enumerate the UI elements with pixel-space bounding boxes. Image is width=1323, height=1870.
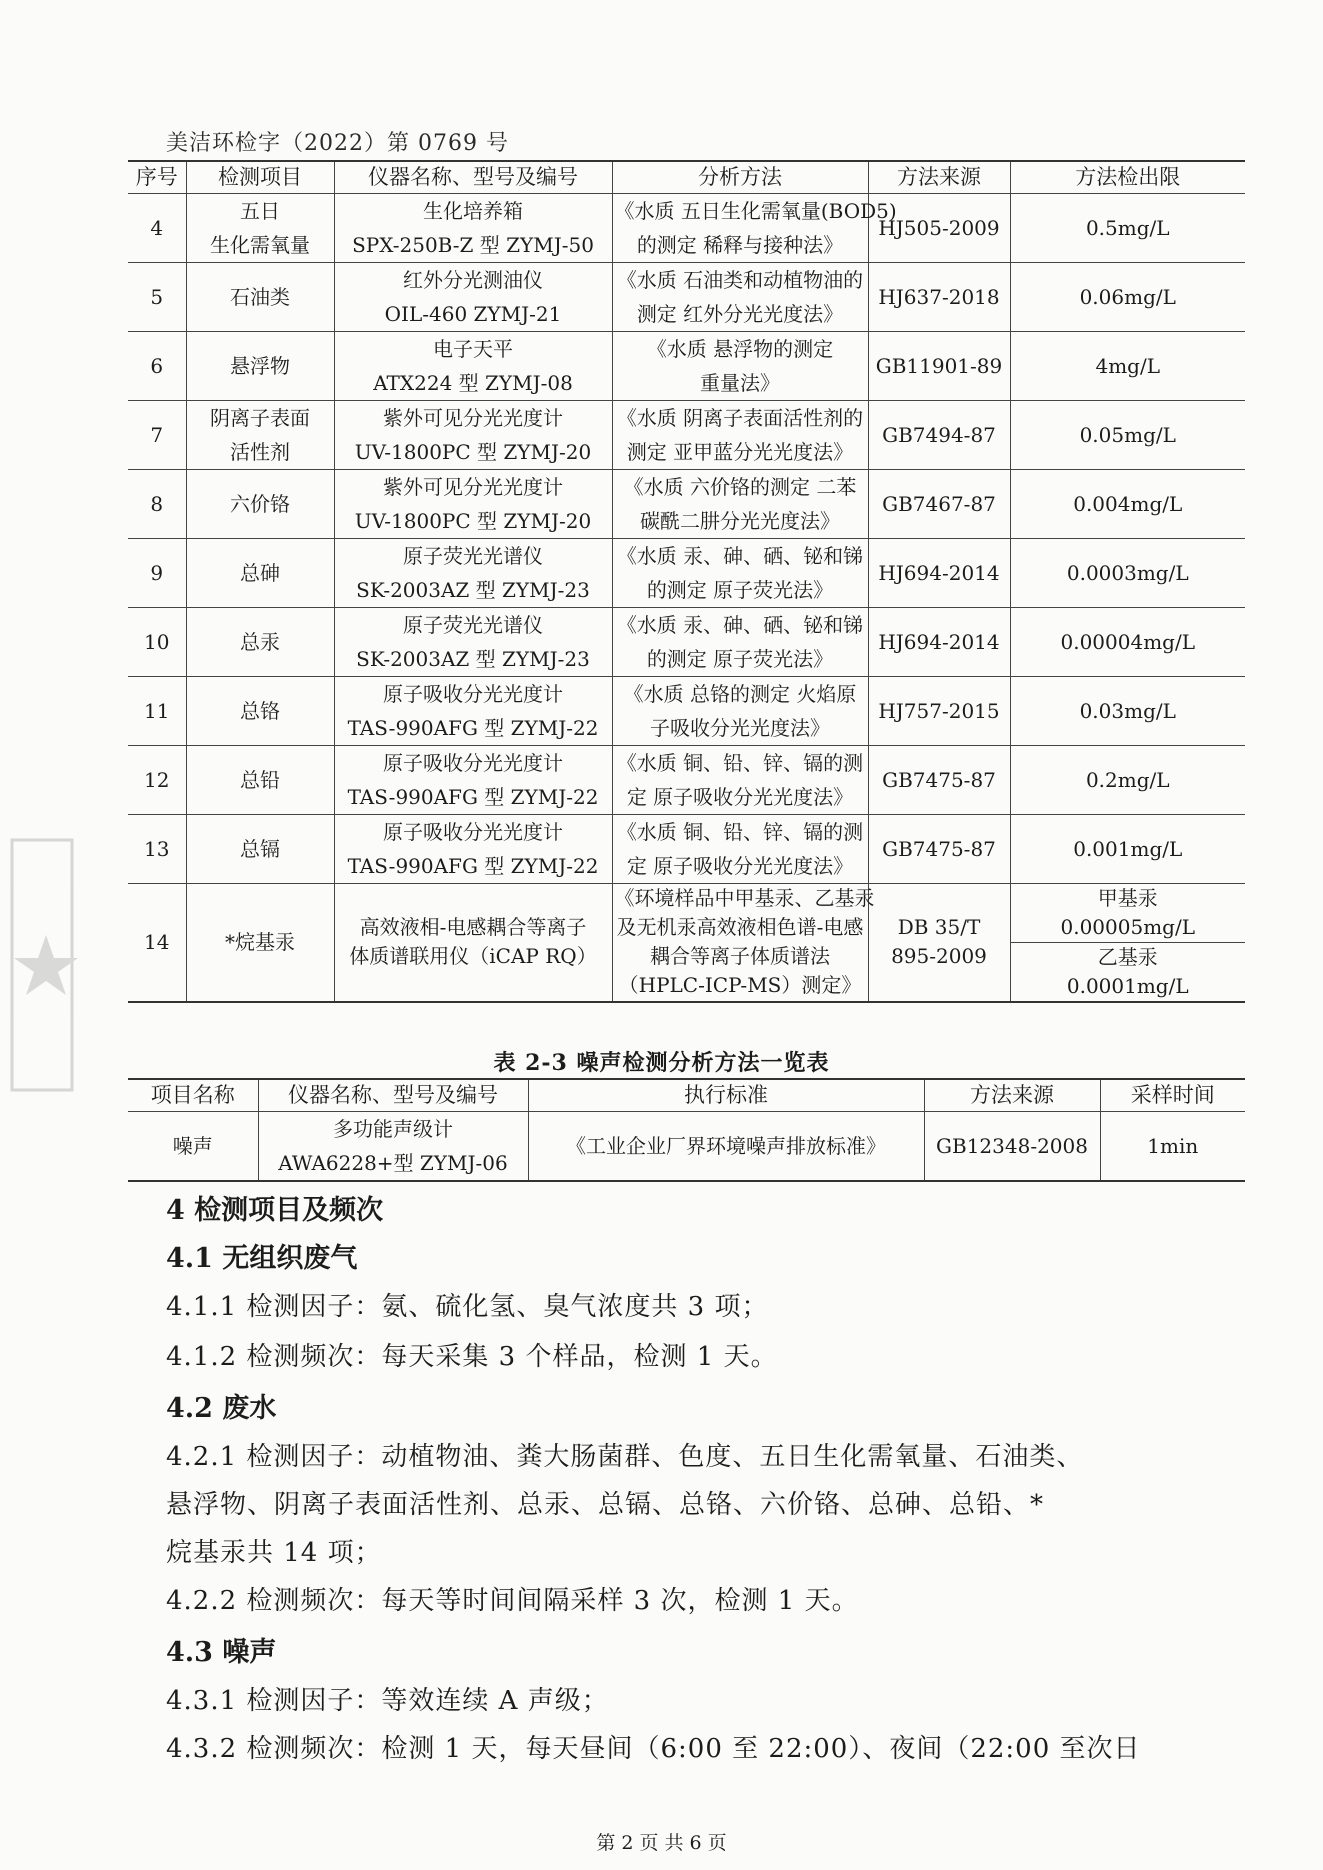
table-row xyxy=(128,400,1245,469)
table-row xyxy=(128,193,1245,262)
analysis-method-line: 定 原子吸收分光光度法》 xyxy=(626,853,854,878)
analysis-method-line: 《水质 总铬的测定 火焰原 xyxy=(623,681,857,706)
analysis-method xyxy=(612,193,897,262)
noise-header-row xyxy=(128,1079,1245,1111)
row-number: 8 xyxy=(128,469,186,538)
table-row xyxy=(128,883,1245,942)
instrument xyxy=(334,883,612,1002)
test-item-line: 五日 xyxy=(240,198,280,223)
method-source: HJ694-2014 xyxy=(868,607,1010,676)
detection-limit: 0.0003mg/L xyxy=(1010,538,1245,607)
instrument xyxy=(334,193,612,262)
instrument xyxy=(334,745,612,814)
test-item: *烷基汞 xyxy=(186,883,334,1002)
detection-limit: 0.5mg/L xyxy=(1010,193,1245,262)
method-source xyxy=(868,883,1010,1002)
instrument xyxy=(334,607,612,676)
detection-limit: 4mg/L xyxy=(1010,331,1245,400)
analysis-method-line: 耦合等离子体质谱法 xyxy=(650,944,830,968)
header-source: 方法来源 xyxy=(868,161,1010,193)
analysis-method-line: 《水质 六价铬的测定 二苯 xyxy=(623,474,857,499)
test-item xyxy=(186,607,334,676)
row-number: 9 xyxy=(128,538,186,607)
noise-source: GB12348-2008 xyxy=(924,1111,1100,1181)
instrument-line: SK-2003AZ 型 ZYMJ-23 xyxy=(356,646,590,671)
noise-table-caption: 表 2-3 噪声检测分析方法一览表 xyxy=(493,1050,830,1076)
header-instrument: 仪器名称、型号及编号 xyxy=(334,161,612,193)
analysis-method-line: 碳酰二肼分光光度法》 xyxy=(640,508,840,533)
table-row xyxy=(128,607,1245,676)
instrument xyxy=(334,538,612,607)
instrument-line: 高效液相-电感耦合等离子 xyxy=(359,915,587,939)
analysis-method-line: 及无机汞高效液相色谱-电感 xyxy=(616,915,864,939)
header-method: 分析方法 xyxy=(612,161,868,193)
detection-limit-methyl-line: 0.00005mg/L xyxy=(1060,914,1195,939)
noise-item: 噪声 xyxy=(128,1111,258,1181)
instrument-line: 紫外可见分光光度计 xyxy=(383,405,563,430)
table-row xyxy=(128,469,1245,538)
test-item xyxy=(186,676,334,745)
instrument xyxy=(334,331,612,400)
analysis-method-line: 重量法》 xyxy=(700,370,780,395)
section-4-1-1: 4.1.1 检测因子：氨、硫化氢、臭气浓度共 3 项； xyxy=(166,1292,769,1322)
detection-limit-methyl-line: 甲基汞 xyxy=(1097,885,1158,910)
analysis-method xyxy=(612,814,868,883)
instrument-line: TAS-990AFG 型 ZYMJ-22 xyxy=(347,784,599,809)
row-number: 6 xyxy=(128,331,186,400)
instrument-line: TAS-990AFG 型 ZYMJ-22 xyxy=(347,715,599,740)
analysis-method xyxy=(612,607,868,676)
detection-limit: 0.004mg/L xyxy=(1010,469,1245,538)
section-4-3-heading: 4.3 噪声 xyxy=(166,1637,277,1668)
analysis-method-line: 《环境样品中甲基汞、乙基汞 xyxy=(614,886,875,910)
page-footer: 第 2 页 共 6 页 xyxy=(596,1832,727,1854)
method-source-line: 895-2009 xyxy=(891,944,987,968)
test-item xyxy=(186,331,334,400)
method-source: HJ505-2009 xyxy=(868,193,1010,262)
instrument-line: 生化培养箱 xyxy=(423,198,523,223)
instrument xyxy=(334,262,612,331)
method-source: GB7475-87 xyxy=(868,745,1010,814)
analysis-method-line: 《水质 汞、砷、硒、铋和锑 xyxy=(616,612,864,637)
test-item-line: 悬浮物 xyxy=(230,353,290,378)
instrument-line: UV-1800PC 型 ZYMJ-20 xyxy=(354,439,592,464)
row-number: 14 xyxy=(128,883,186,1002)
test-item-line: 总汞 xyxy=(240,629,280,654)
table-row xyxy=(128,676,1245,745)
method-source: HJ637-2018 xyxy=(868,262,1010,331)
analysis-method-line: 《水质 铜、铅、锌、镉的测 xyxy=(616,750,864,775)
section-4-1-heading: 4.1 无组织废气 xyxy=(166,1243,358,1274)
method-source-line: DB 35/T xyxy=(897,915,981,939)
analysis-method-line: 《水质 悬浮物的测定 xyxy=(646,336,834,361)
test-item-line: 总砷 xyxy=(240,560,280,585)
analysis-method xyxy=(612,883,875,1002)
analysis-method-line: 《水质 五日生化需氧量(BOD5) xyxy=(614,198,897,223)
noise-header-item: 项目名称 xyxy=(128,1079,258,1111)
test-item xyxy=(186,469,334,538)
test-item xyxy=(186,814,334,883)
analysis-method-line: 定 原子吸收分光光度法》 xyxy=(626,784,854,809)
analysis-method xyxy=(612,676,868,745)
row-number: 13 xyxy=(128,814,186,883)
table-row xyxy=(128,745,1245,814)
row-number: 4 xyxy=(128,193,186,262)
detection-limit-ethyl xyxy=(1010,942,1245,1002)
instrument-line: 原子吸收分光光度计 xyxy=(383,819,563,844)
analysis-method-line: 子吸收分光光度法》 xyxy=(650,715,830,740)
test-item-line: 生化需氧量 xyxy=(210,232,310,257)
analysis-method-line: 的测定 原子荧光法》 xyxy=(646,646,834,671)
instrument-line: 体质谱联用仪（iCAP RQ） xyxy=(349,944,597,968)
analysis-method-line: （HPLC-ICP-MS）测定》 xyxy=(618,973,862,997)
analysis-method-line: 的测定 稀释与接种法》 xyxy=(636,232,844,257)
method-source: HJ694-2014 xyxy=(868,538,1010,607)
test-item xyxy=(186,745,334,814)
section-4-2-2: 4.2.2 检测频次：每天等时间间隔采样 3 次，检测 1 天。 xyxy=(166,1586,859,1616)
instrument-line: TAS-990AFG 型 ZYMJ-22 xyxy=(347,853,599,878)
instrument-line: SPX-250B-Z 型 ZYMJ-50 xyxy=(352,232,594,257)
instrument xyxy=(334,814,612,883)
noise-method-table xyxy=(128,1078,1245,1182)
analysis-method-line: 测定 红外分光光度法》 xyxy=(636,301,844,326)
instrument xyxy=(334,676,612,745)
instrument-line: ATX224 型 ZYMJ-08 xyxy=(373,370,573,395)
row-number: 11 xyxy=(128,676,186,745)
instrument xyxy=(334,400,612,469)
analysis-method xyxy=(612,331,868,400)
noise-time: 1min xyxy=(1100,1111,1245,1181)
noise-header-standard: 执行标准 xyxy=(528,1079,924,1111)
row-number: 10 xyxy=(128,607,186,676)
instrument-line: 原子荧光光谱仪 xyxy=(403,612,543,637)
instrument xyxy=(334,469,612,538)
table-row xyxy=(128,538,1245,607)
analysis-method xyxy=(612,469,868,538)
section-4-2-1-line3: 烷基汞共 14 项； xyxy=(166,1538,382,1568)
instrument-line: OIL-460 ZYMJ-21 xyxy=(384,301,562,326)
analysis-method-table xyxy=(128,160,1245,1003)
analysis-method xyxy=(612,262,868,331)
instrument-line: 电子天平 xyxy=(433,336,513,361)
analysis-method xyxy=(612,745,868,814)
instrument-line: 原子吸收分光光度计 xyxy=(383,750,563,775)
analysis-method xyxy=(612,400,868,469)
test-item xyxy=(186,400,334,469)
test-item-line: 阴离子表面 xyxy=(210,405,310,430)
section-4-2-1-line2: 悬浮物、阴离子表面活性剂、总汞、总镉、总铬、六价铬、总砷、总铅、* xyxy=(166,1490,1045,1520)
detection-limit-ethyl-line: 0.0001mg/L xyxy=(1066,973,1189,998)
instrument-line: 红外分光测油仪 xyxy=(403,267,543,292)
noise-header-source: 方法来源 xyxy=(924,1079,1100,1111)
detection-limit: 0.03mg/L xyxy=(1010,676,1245,745)
instrument-line: 紫外可见分光光度计 xyxy=(383,474,563,499)
test-item-line: 石油类 xyxy=(230,284,290,309)
header-item: 检测项目 xyxy=(186,161,334,193)
test-item xyxy=(186,262,334,331)
test-item-line: 活性剂 xyxy=(230,439,290,464)
noise-instrument-model: AWA6228+型 ZYMJ-06 xyxy=(278,1150,508,1175)
test-item-line: 总铅 xyxy=(240,767,280,792)
analysis-method-line: 《水质 阴离子表面活性剂的 xyxy=(616,405,864,430)
method-source: HJ757-2015 xyxy=(868,676,1010,745)
method-source: GB7475-87 xyxy=(868,814,1010,883)
analysis-method xyxy=(612,538,868,607)
header-no: 序号 xyxy=(128,161,186,193)
noise-row xyxy=(128,1111,1245,1181)
test-item-line: 总镉 xyxy=(240,836,280,861)
analysis-method-line: 《水质 石油类和动植物油的 xyxy=(616,267,864,292)
noise-header-instrument: 仪器名称、型号及编号 xyxy=(258,1079,528,1111)
test-item xyxy=(186,538,334,607)
table-row xyxy=(128,814,1245,883)
analysis-method-line: 《水质 铜、铅、锌、镉的测 xyxy=(616,819,864,844)
section-4-heading: 4 检测项目及频次 xyxy=(166,1195,384,1226)
table-header-row xyxy=(128,161,1245,193)
detection-limit: 0.00004mg/L xyxy=(1010,607,1245,676)
analysis-method-line: 测定 亚甲蓝分光光度法》 xyxy=(626,439,854,464)
detection-limit: 0.2mg/L xyxy=(1010,745,1245,814)
section-4-2-heading: 4.2 废水 xyxy=(166,1393,277,1424)
row-number: 12 xyxy=(128,745,186,814)
detection-limit-methyl xyxy=(1010,883,1245,942)
test-item-line: 六价铬 xyxy=(230,491,290,516)
document-number: 美洁环检字（2022）第 0769 号 xyxy=(166,131,509,156)
noise-header-time: 采样时间 xyxy=(1100,1079,1245,1111)
instrument-line: UV-1800PC 型 ZYMJ-20 xyxy=(354,508,592,533)
detection-limit: 0.06mg/L xyxy=(1010,262,1245,331)
test-item-line: 总铬 xyxy=(240,698,280,723)
detection-limit: 0.05mg/L xyxy=(1010,400,1245,469)
method-source: GB7467-87 xyxy=(868,469,1010,538)
instrument-line: 原子吸收分光光度计 xyxy=(383,681,563,706)
row-number: 7 xyxy=(128,400,186,469)
section-4-1-2: 4.1.2 检测频次：每天采集 3 个样品，检测 1 天。 xyxy=(166,1342,778,1372)
header-limit: 方法检出限 xyxy=(1010,161,1245,193)
row-number: 5 xyxy=(128,262,186,331)
table-row xyxy=(128,262,1245,331)
analysis-method-line: 《水质 汞、砷、硒、铋和锑 xyxy=(616,543,864,568)
instrument-line: 原子荧光光谱仪 xyxy=(403,543,543,568)
noise-instrument-name: 多功能声级计 xyxy=(333,1116,453,1141)
section-4-3-2: 4.3.2 检测频次：检测 1 天，每天昼间（6:00 至 22:00）、夜间（22:00 至次日 xyxy=(166,1734,1141,1764)
section-4-2-1-line1: 4.2.1 检测因子：动植物油、粪大肠菌群、色度、五日生化需氧量、石油类、 xyxy=(166,1442,1084,1472)
noise-instrument xyxy=(258,1111,528,1181)
detection-limit: 0.001mg/L xyxy=(1010,814,1245,883)
detection-limit-ethyl-line: 乙基汞 xyxy=(1097,944,1158,969)
test-item xyxy=(186,193,334,262)
analysis-method-line: 的测定 原子荧光法》 xyxy=(646,577,834,602)
method-source: GB11901-89 xyxy=(868,331,1010,400)
instrument-line: SK-2003AZ 型 ZYMJ-23 xyxy=(356,577,590,602)
noise-standard: 《工业企业厂界环境噪声排放标准》 xyxy=(528,1111,924,1181)
method-source: GB7494-87 xyxy=(868,400,1010,469)
table-row xyxy=(128,331,1245,400)
section-4-3-1: 4.3.1 检测因子：等效连续 A 声级； xyxy=(166,1686,609,1716)
